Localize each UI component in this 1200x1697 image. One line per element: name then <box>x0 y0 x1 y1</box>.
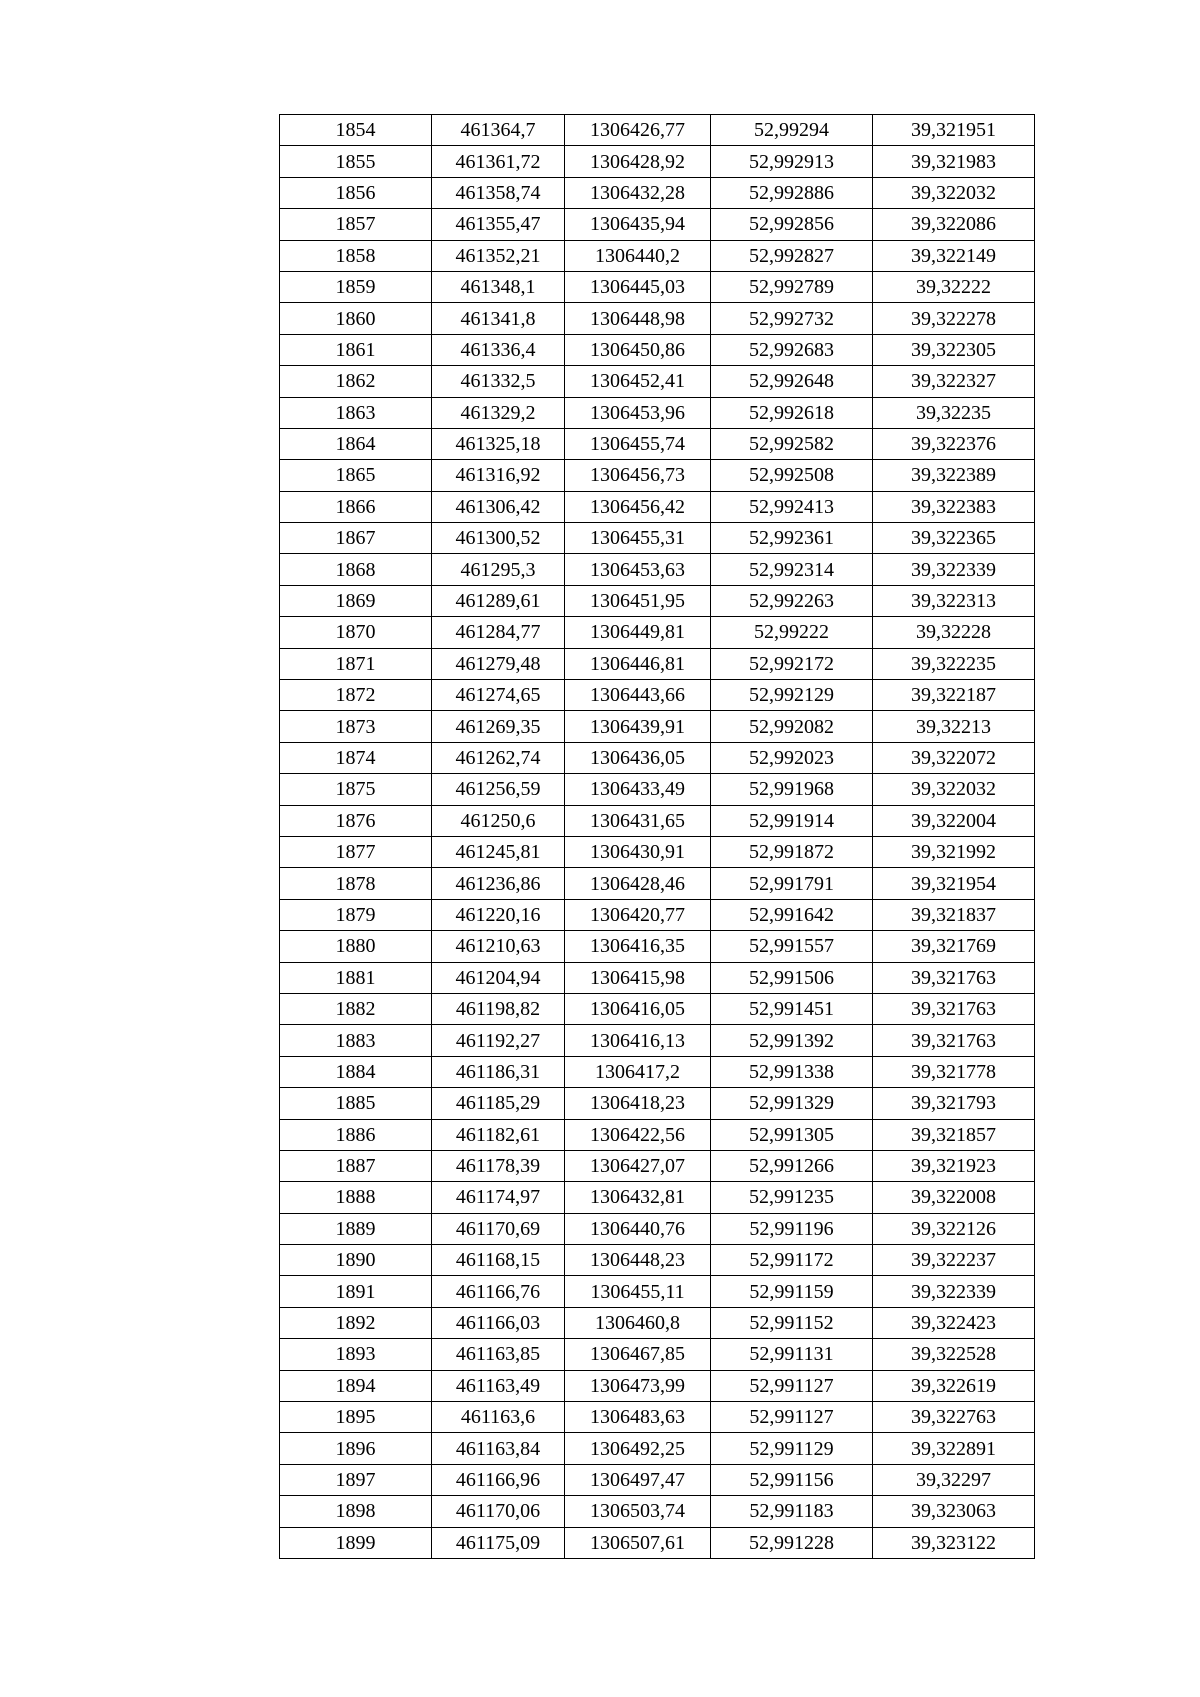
point-number-cell: 1863 <box>280 397 432 428</box>
x-coordinate-cell: 461175,09 <box>432 1527 565 1558</box>
point-number-cell: 1883 <box>280 1025 432 1056</box>
point-number-cell: 1898 <box>280 1496 432 1527</box>
y-coordinate-cell: 1306453,63 <box>565 554 711 585</box>
table-row <box>280 711 1035 742</box>
longitude-cell: 39,321954 <box>873 868 1035 899</box>
table-row <box>280 1402 1035 1433</box>
longitude-cell: 39,322313 <box>873 585 1035 616</box>
latitude-cell: 52,992856 <box>711 209 873 240</box>
point-number-cell: 1899 <box>280 1527 432 1558</box>
latitude-cell: 52,991968 <box>711 774 873 805</box>
latitude-cell: 52,991557 <box>711 931 873 962</box>
longitude-cell: 39,321769 <box>873 931 1035 962</box>
longitude-cell: 39,321763 <box>873 1025 1035 1056</box>
longitude-cell: 39,322149 <box>873 240 1035 271</box>
point-number-cell: 1856 <box>280 177 432 208</box>
latitude-cell: 52,992827 <box>711 240 873 271</box>
longitude-cell: 39,322528 <box>873 1339 1035 1370</box>
y-coordinate-cell: 1306430,91 <box>565 836 711 867</box>
table-row <box>280 523 1035 554</box>
y-coordinate-cell: 1306431,65 <box>565 805 711 836</box>
y-coordinate-cell: 1306440,76 <box>565 1213 711 1244</box>
longitude-cell: 39,322423 <box>873 1307 1035 1338</box>
table-row <box>280 1496 1035 1527</box>
x-coordinate-cell: 461361,72 <box>432 146 565 177</box>
table-row <box>280 1370 1035 1401</box>
table-row <box>280 868 1035 899</box>
table-row <box>280 585 1035 616</box>
longitude-cell: 39,322339 <box>873 554 1035 585</box>
x-coordinate-cell: 461204,94 <box>432 962 565 993</box>
table-row <box>280 334 1035 365</box>
table-row <box>280 397 1035 428</box>
longitude-cell: 39,322376 <box>873 428 1035 459</box>
table-row <box>280 240 1035 271</box>
x-coordinate-cell: 461185,29 <box>432 1088 565 1119</box>
longitude-cell: 39,322032 <box>873 177 1035 208</box>
y-coordinate-cell: 1306435,94 <box>565 209 711 240</box>
point-number-cell: 1882 <box>280 993 432 1024</box>
latitude-cell: 52,991266 <box>711 1150 873 1181</box>
latitude-cell: 52,992618 <box>711 397 873 428</box>
latitude-cell: 52,99222 <box>711 617 873 648</box>
longitude-cell: 39,322891 <box>873 1433 1035 1464</box>
x-coordinate-cell: 461262,74 <box>432 742 565 773</box>
y-coordinate-cell: 1306432,81 <box>565 1182 711 1213</box>
longitude-cell: 39,32228 <box>873 617 1035 648</box>
x-coordinate-cell: 461341,8 <box>432 303 565 334</box>
point-number-cell: 1869 <box>280 585 432 616</box>
longitude-cell: 39,322126 <box>873 1213 1035 1244</box>
longitude-cell: 39,322763 <box>873 1402 1035 1433</box>
table-row <box>280 303 1035 334</box>
y-coordinate-cell: 1306455,74 <box>565 428 711 459</box>
point-number-cell: 1876 <box>280 805 432 836</box>
y-coordinate-cell: 1306416,35 <box>565 931 711 962</box>
longitude-cell: 39,322032 <box>873 774 1035 805</box>
table-row <box>280 1150 1035 1181</box>
longitude-cell: 39,321951 <box>873 115 1035 146</box>
table-row <box>280 836 1035 867</box>
x-coordinate-cell: 461168,15 <box>432 1245 565 1276</box>
latitude-cell: 52,991305 <box>711 1119 873 1150</box>
table-row <box>280 115 1035 146</box>
x-coordinate-cell: 461178,39 <box>432 1150 565 1181</box>
y-coordinate-cell: 1306432,28 <box>565 177 711 208</box>
x-coordinate-cell: 461170,06 <box>432 1496 565 1527</box>
latitude-cell: 52,991152 <box>711 1307 873 1338</box>
point-number-cell: 1891 <box>280 1276 432 1307</box>
latitude-cell: 52,991131 <box>711 1339 873 1370</box>
y-coordinate-cell: 1306473,99 <box>565 1370 711 1401</box>
point-number-cell: 1893 <box>280 1339 432 1370</box>
point-number-cell: 1857 <box>280 209 432 240</box>
point-number-cell: 1881 <box>280 962 432 993</box>
y-coordinate-cell: 1306440,2 <box>565 240 711 271</box>
y-coordinate-cell: 1306492,25 <box>565 1433 711 1464</box>
x-coordinate-cell: 461352,21 <box>432 240 565 271</box>
point-number-cell: 1873 <box>280 711 432 742</box>
x-coordinate-cell: 461166,03 <box>432 1307 565 1338</box>
latitude-cell: 52,992683 <box>711 334 873 365</box>
x-coordinate-cell: 461210,63 <box>432 931 565 962</box>
x-coordinate-cell: 461170,69 <box>432 1213 565 1244</box>
y-coordinate-cell: 1306439,91 <box>565 711 711 742</box>
point-number-cell: 1890 <box>280 1245 432 1276</box>
point-number-cell: 1865 <box>280 460 432 491</box>
point-number-cell: 1884 <box>280 1056 432 1087</box>
longitude-cell: 39,32235 <box>873 397 1035 428</box>
x-coordinate-cell: 461316,92 <box>432 460 565 491</box>
latitude-cell: 52,992413 <box>711 491 873 522</box>
latitude-cell: 52,992508 <box>711 460 873 491</box>
longitude-cell: 39,321923 <box>873 1150 1035 1181</box>
table-row <box>280 680 1035 711</box>
y-coordinate-cell: 1306428,46 <box>565 868 711 899</box>
latitude-cell: 52,992129 <box>711 680 873 711</box>
longitude-cell: 39,323063 <box>873 1496 1035 1527</box>
table-row <box>280 1276 1035 1307</box>
point-number-cell: 1861 <box>280 334 432 365</box>
x-coordinate-cell: 461325,18 <box>432 428 565 459</box>
latitude-cell: 52,991159 <box>711 1276 873 1307</box>
longitude-cell: 39,321763 <box>873 993 1035 1024</box>
x-coordinate-cell: 461163,84 <box>432 1433 565 1464</box>
latitude-cell: 52,991196 <box>711 1213 873 1244</box>
longitude-cell: 39,322237 <box>873 1245 1035 1276</box>
x-coordinate-cell: 461364,7 <box>432 115 565 146</box>
table-row <box>280 1307 1035 1338</box>
y-coordinate-cell: 1306446,81 <box>565 648 711 679</box>
table-body <box>280 115 1035 1559</box>
y-coordinate-cell: 1306448,98 <box>565 303 711 334</box>
point-number-cell: 1894 <box>280 1370 432 1401</box>
y-coordinate-cell: 1306455,11 <box>565 1276 711 1307</box>
latitude-cell: 52,991228 <box>711 1527 873 1558</box>
y-coordinate-cell: 1306428,92 <box>565 146 711 177</box>
latitude-cell: 52,992648 <box>711 366 873 397</box>
longitude-cell: 39,321763 <box>873 962 1035 993</box>
longitude-cell: 39,321857 <box>873 1119 1035 1150</box>
point-number-cell: 1895 <box>280 1402 432 1433</box>
longitude-cell: 39,322008 <box>873 1182 1035 1213</box>
y-coordinate-cell: 1306451,95 <box>565 585 711 616</box>
point-number-cell: 1854 <box>280 115 432 146</box>
table-row <box>280 1339 1035 1370</box>
longitude-cell: 39,323122 <box>873 1527 1035 1558</box>
y-coordinate-cell: 1306456,42 <box>565 491 711 522</box>
longitude-cell: 39,322327 <box>873 366 1035 397</box>
x-coordinate-cell: 461166,76 <box>432 1276 565 1307</box>
point-number-cell: 1862 <box>280 366 432 397</box>
table-row <box>280 209 1035 240</box>
longitude-cell: 39,322235 <box>873 648 1035 679</box>
table-row <box>280 177 1035 208</box>
latitude-cell: 52,991338 <box>711 1056 873 1087</box>
latitude-cell: 52,992082 <box>711 711 873 742</box>
x-coordinate-cell: 461295,3 <box>432 554 565 585</box>
latitude-cell: 52,992582 <box>711 428 873 459</box>
table-row <box>280 648 1035 679</box>
y-coordinate-cell: 1306453,96 <box>565 397 711 428</box>
longitude-cell: 39,322187 <box>873 680 1035 711</box>
y-coordinate-cell: 1306467,85 <box>565 1339 711 1370</box>
y-coordinate-cell: 1306497,47 <box>565 1464 711 1495</box>
longitude-cell: 39,32213 <box>873 711 1035 742</box>
longitude-cell: 39,321793 <box>873 1088 1035 1119</box>
point-number-cell: 1877 <box>280 836 432 867</box>
longitude-cell: 39,321778 <box>873 1056 1035 1087</box>
latitude-cell: 52,991127 <box>711 1370 873 1401</box>
x-coordinate-cell: 461355,47 <box>432 209 565 240</box>
point-number-cell: 1885 <box>280 1088 432 1119</box>
longitude-cell: 39,32222 <box>873 271 1035 302</box>
longitude-cell: 39,321983 <box>873 146 1035 177</box>
latitude-cell: 52,992361 <box>711 523 873 554</box>
point-number-cell: 1886 <box>280 1119 432 1150</box>
y-coordinate-cell: 1306426,77 <box>565 115 711 146</box>
y-coordinate-cell: 1306415,98 <box>565 962 711 993</box>
point-number-cell: 1879 <box>280 899 432 930</box>
y-coordinate-cell: 1306450,86 <box>565 334 711 365</box>
latitude-cell: 52,991872 <box>711 836 873 867</box>
table-row <box>280 366 1035 397</box>
latitude-cell: 52,991235 <box>711 1182 873 1213</box>
x-coordinate-cell: 461166,96 <box>432 1464 565 1495</box>
y-coordinate-cell: 1306455,31 <box>565 523 711 554</box>
point-number-cell: 1875 <box>280 774 432 805</box>
x-coordinate-cell: 461174,97 <box>432 1182 565 1213</box>
table-row <box>280 899 1035 930</box>
latitude-cell: 52,992913 <box>711 146 873 177</box>
point-number-cell: 1897 <box>280 1464 432 1495</box>
table-row <box>280 554 1035 585</box>
point-number-cell: 1870 <box>280 617 432 648</box>
table-row <box>280 1088 1035 1119</box>
table-row <box>280 774 1035 805</box>
y-coordinate-cell: 1306416,13 <box>565 1025 711 1056</box>
latitude-cell: 52,991156 <box>711 1464 873 1495</box>
latitude-cell: 52,992023 <box>711 742 873 773</box>
latitude-cell: 52,991183 <box>711 1496 873 1527</box>
y-coordinate-cell: 1306460,8 <box>565 1307 711 1338</box>
table-row <box>280 1182 1035 1213</box>
latitude-cell: 52,992789 <box>711 271 873 302</box>
point-number-cell: 1866 <box>280 491 432 522</box>
latitude-cell: 52,991127 <box>711 1402 873 1433</box>
y-coordinate-cell: 1306418,23 <box>565 1088 711 1119</box>
x-coordinate-cell: 461358,74 <box>432 177 565 208</box>
x-coordinate-cell: 461300,52 <box>432 523 565 554</box>
x-coordinate-cell: 461284,77 <box>432 617 565 648</box>
longitude-cell: 39,32297 <box>873 1464 1035 1495</box>
table-row <box>280 1119 1035 1150</box>
x-coordinate-cell: 461186,31 <box>432 1056 565 1087</box>
x-coordinate-cell: 461250,6 <box>432 805 565 836</box>
latitude-cell: 52,991392 <box>711 1025 873 1056</box>
point-number-cell: 1896 <box>280 1433 432 1464</box>
longitude-cell: 39,322004 <box>873 805 1035 836</box>
y-coordinate-cell: 1306503,74 <box>565 1496 711 1527</box>
x-coordinate-cell: 461236,86 <box>432 868 565 899</box>
point-number-cell: 1867 <box>280 523 432 554</box>
table-row <box>280 491 1035 522</box>
table-row <box>280 1245 1035 1276</box>
x-coordinate-cell: 461220,16 <box>432 899 565 930</box>
latitude-cell: 52,991129 <box>711 1433 873 1464</box>
latitude-cell: 52,992886 <box>711 177 873 208</box>
x-coordinate-cell: 461192,27 <box>432 1025 565 1056</box>
x-coordinate-cell: 461198,82 <box>432 993 565 1024</box>
x-coordinate-cell: 461256,59 <box>432 774 565 805</box>
longitude-cell: 39,322389 <box>873 460 1035 491</box>
table-row <box>280 1056 1035 1087</box>
point-number-cell: 1859 <box>280 271 432 302</box>
x-coordinate-cell: 461336,4 <box>432 334 565 365</box>
table-row <box>280 271 1035 302</box>
latitude-cell: 52,991506 <box>711 962 873 993</box>
x-coordinate-cell: 461163,85 <box>432 1339 565 1370</box>
table-row <box>280 428 1035 459</box>
longitude-cell: 39,322339 <box>873 1276 1035 1307</box>
y-coordinate-cell: 1306483,63 <box>565 1402 711 1433</box>
table-row <box>280 931 1035 962</box>
table-row <box>280 742 1035 773</box>
point-number-cell: 1864 <box>280 428 432 459</box>
latitude-cell: 52,991172 <box>711 1245 873 1276</box>
longitude-cell: 39,322383 <box>873 491 1035 522</box>
y-coordinate-cell: 1306507,61 <box>565 1527 711 1558</box>
point-number-cell: 1878 <box>280 868 432 899</box>
latitude-cell: 52,991642 <box>711 899 873 930</box>
table-row <box>280 1527 1035 1558</box>
y-coordinate-cell: 1306422,56 <box>565 1119 711 1150</box>
point-number-cell: 1855 <box>280 146 432 177</box>
y-coordinate-cell: 1306448,23 <box>565 1245 711 1276</box>
point-number-cell: 1880 <box>280 931 432 962</box>
x-coordinate-cell: 461332,5 <box>432 366 565 397</box>
y-coordinate-cell: 1306445,03 <box>565 271 711 302</box>
point-number-cell: 1858 <box>280 240 432 271</box>
table-row <box>280 617 1035 648</box>
latitude-cell: 52,99294 <box>711 115 873 146</box>
table-row <box>280 962 1035 993</box>
latitude-cell: 52,991329 <box>711 1088 873 1119</box>
table-row <box>280 1433 1035 1464</box>
table-row <box>280 146 1035 177</box>
x-coordinate-cell: 461348,1 <box>432 271 565 302</box>
y-coordinate-cell: 1306420,77 <box>565 899 711 930</box>
x-coordinate-cell: 461163,49 <box>432 1370 565 1401</box>
longitude-cell: 39,322278 <box>873 303 1035 334</box>
point-number-cell: 1871 <box>280 648 432 679</box>
x-coordinate-cell: 461269,35 <box>432 711 565 742</box>
y-coordinate-cell: 1306436,05 <box>565 742 711 773</box>
latitude-cell: 52,992172 <box>711 648 873 679</box>
longitude-cell: 39,321992 <box>873 836 1035 867</box>
x-coordinate-cell: 461274,65 <box>432 680 565 711</box>
point-number-cell: 1888 <box>280 1182 432 1213</box>
point-number-cell: 1860 <box>280 303 432 334</box>
y-coordinate-cell: 1306456,73 <box>565 460 711 491</box>
latitude-cell: 52,991451 <box>711 993 873 1024</box>
latitude-cell: 52,991914 <box>711 805 873 836</box>
latitude-cell: 52,992732 <box>711 303 873 334</box>
x-coordinate-cell: 461163,6 <box>432 1402 565 1433</box>
longitude-cell: 39,322086 <box>873 209 1035 240</box>
latitude-cell: 52,991791 <box>711 868 873 899</box>
table-row <box>280 993 1035 1024</box>
table-row <box>280 1025 1035 1056</box>
x-coordinate-cell: 461306,42 <box>432 491 565 522</box>
longitude-cell: 39,322619 <box>873 1370 1035 1401</box>
x-coordinate-cell: 461329,2 <box>432 397 565 428</box>
y-coordinate-cell: 1306416,05 <box>565 993 711 1024</box>
y-coordinate-cell: 1306433,49 <box>565 774 711 805</box>
y-coordinate-cell: 1306452,41 <box>565 366 711 397</box>
point-number-cell: 1874 <box>280 742 432 773</box>
y-coordinate-cell: 1306427,07 <box>565 1150 711 1181</box>
y-coordinate-cell: 1306449,81 <box>565 617 711 648</box>
y-coordinate-cell: 1306417,2 <box>565 1056 711 1087</box>
x-coordinate-cell: 461182,61 <box>432 1119 565 1150</box>
point-number-cell: 1868 <box>280 554 432 585</box>
coordinates-table <box>279 114 1035 1559</box>
longitude-cell: 39,321837 <box>873 899 1035 930</box>
x-coordinate-cell: 461279,48 <box>432 648 565 679</box>
point-number-cell: 1872 <box>280 680 432 711</box>
x-coordinate-cell: 461289,61 <box>432 585 565 616</box>
y-coordinate-cell: 1306443,66 <box>565 680 711 711</box>
table-row <box>280 460 1035 491</box>
point-number-cell: 1889 <box>280 1213 432 1244</box>
point-number-cell: 1892 <box>280 1307 432 1338</box>
table-row <box>280 805 1035 836</box>
x-coordinate-cell: 461245,81 <box>432 836 565 867</box>
table-row <box>280 1464 1035 1495</box>
longitude-cell: 39,322365 <box>873 523 1035 554</box>
longitude-cell: 39,322072 <box>873 742 1035 773</box>
latitude-cell: 52,992263 <box>711 585 873 616</box>
latitude-cell: 52,992314 <box>711 554 873 585</box>
table-row <box>280 1213 1035 1244</box>
longitude-cell: 39,322305 <box>873 334 1035 365</box>
point-number-cell: 1887 <box>280 1150 432 1181</box>
